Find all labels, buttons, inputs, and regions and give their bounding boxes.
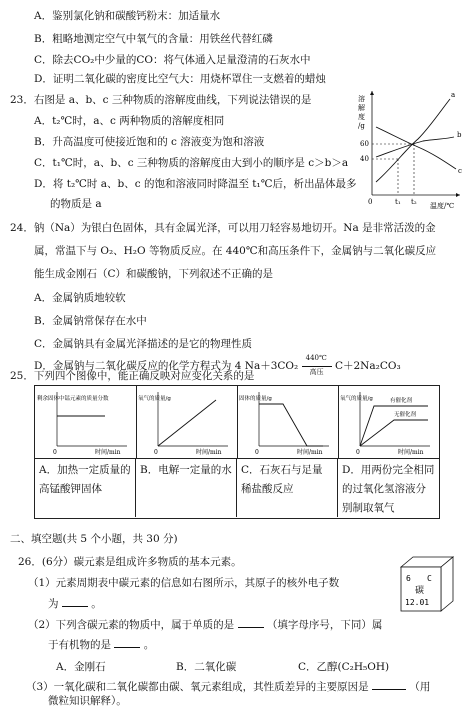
chart-label-b: b	[457, 131, 462, 139]
q26-option-c: C．乙醇(C₂H₅OH)	[298, 661, 390, 673]
chart-label-a: a	[451, 91, 456, 99]
curve-c	[376, 127, 456, 169]
graph-d-xlabel: 时间/min	[398, 449, 424, 456]
q26-part3-pre: （3）一氧化碳和二氧化碳都由碳、氧元素组成，其性质差异的主要原因是	[26, 681, 369, 693]
q25-graph-a-cell	[35, 386, 137, 458]
y-axis-arrow	[370, 91, 374, 95]
carbon-element-cell	[395, 555, 455, 613]
q25-graph-d-cell	[338, 386, 440, 458]
graph-d-ylabel: 氧气的质量/g	[340, 396, 373, 402]
q23-option-c: C．t₁℃时，a、b、c 三种物质的溶解度由大到小的顺序是 c＞b＞a	[34, 157, 349, 169]
chart-tick-t1: t₁	[395, 198, 401, 206]
graph-b-ylabel: 氧气的质量/g	[138, 396, 171, 402]
q25-table	[34, 385, 440, 519]
q26-part1-post: 。	[91, 598, 102, 610]
graph-d-curve1: 有催化剂	[390, 398, 413, 404]
q22-option-b: B．粗略地测定空气中氧气的含量：用铁丝代替红磷	[34, 33, 273, 45]
chart-ylabel-1: 溶	[358, 95, 365, 103]
q23-stem: 23．右图是 a、b、c 三种物质的溶解度曲线，下列说法错误的是	[10, 94, 312, 106]
reaction-condition	[302, 354, 332, 376]
chart-origin: 0	[368, 198, 373, 206]
element-number: 6	[406, 574, 411, 583]
q25-graph-c	[237, 386, 338, 458]
q26-blank-4[interactable]	[372, 679, 406, 690]
q25-option-a: A．加热一定质量的高锰酸钾固体	[35, 459, 136, 517]
chart-tick-t2: t₂	[411, 198, 417, 206]
chart-label-c: c	[458, 167, 462, 175]
chart-ylabel-3: 度	[358, 113, 365, 121]
graph-a-ylabel: 剩余固体中锰元素的质量分数	[37, 396, 109, 402]
q25-stem: 25．下列四个图像中，能正确反映对应变化关系的是	[10, 370, 255, 382]
chart-xlabel: 温度/℃	[430, 202, 455, 209]
q25-option-c: C．石灰石与足量稀盐酸反应	[237, 459, 338, 517]
q22-option-c: C．除去CO₂中少量的CO：将气体通入足量澄清的石灰水中	[34, 54, 311, 66]
q25-option-d: D．用两份完全相同的过氧化氢溶液分别制取氧气	[342, 464, 435, 514]
element-symbol: C	[427, 574, 432, 583]
chart-ylabel-4: /g	[358, 122, 365, 130]
graph-c-origin: 0	[255, 449, 259, 456]
q26-stem: 26．(6分）碳元素是组成许多物质的基本元素。	[18, 556, 242, 568]
q26-part3-line1	[26, 679, 430, 694]
solubility-chart	[358, 87, 466, 209]
graph-d-origin: 0	[356, 449, 360, 456]
q26-part2b-post: 。	[143, 639, 155, 651]
graph-d-curve2: 无催化剂	[394, 412, 417, 418]
curve-b	[376, 137, 454, 157]
reaction-condition-bottom: 高压	[309, 368, 324, 376]
q25-option-b: B．电解一定量的水	[136, 459, 237, 517]
q23-option-d-line1: D．将 t₂℃时 a、b、c 的饱和溶液同时降温至 t₁℃后，析出晶体最多	[34, 178, 357, 190]
q23-option-b: B．升高温度可使接近饱和的 c 溶液变为饱和溶液	[34, 136, 265, 148]
chart-tick-40: 40	[360, 155, 369, 163]
q26-blank-3[interactable]	[114, 637, 140, 648]
q25-graph-b	[136, 386, 237, 458]
q26-part1-pre: 为	[48, 598, 59, 610]
q26-part2-line1	[28, 617, 382, 632]
q26-option-a: A．金刚石	[56, 661, 106, 673]
element-mass: 12.01	[405, 598, 430, 607]
q26-part1-line1: （1）元素周期表中碳元素的信息如右图所示，其原子的核外电子数	[28, 577, 340, 589]
chart-tick-60: 60	[360, 140, 369, 148]
q25-graph-a	[35, 386, 136, 458]
curve-a	[376, 99, 450, 182]
section-2-title: 二、填空题(共 5 个小题，共 30 分)	[10, 533, 178, 545]
q26-part3-line2: 微粒知识解释）。	[48, 695, 127, 707]
q24-option-c: C．金属钠具有金属光泽描述的是它的物理性质	[34, 338, 253, 350]
q22-option-a: A．鉴别氯化钠和碳酸钙粉末：加适量水	[34, 10, 221, 22]
q24-option-a: A．金属钠质地较软	[34, 292, 126, 304]
q25-graph-b-cell	[136, 386, 238, 458]
q26-blank-1[interactable]	[62, 596, 88, 607]
graph-b-xlabel: 时间/min	[196, 449, 222, 456]
q24-option-d-post: C＋2Na₂CO₃	[334, 360, 401, 372]
x-axis-arrow	[456, 193, 460, 197]
element-name: 碳	[415, 586, 425, 596]
q26-blank-2[interactable]	[238, 617, 264, 628]
q26-part2-post: （填字母序号，下同）属	[266, 619, 383, 631]
graph-c-xlabel: 时间/min	[297, 449, 323, 456]
graph-c-ylabel: 固体的质量/g	[239, 396, 272, 402]
q24-line1: 24．钠（Na）为银白色固体，具有金属光泽，可以用刀轻容易地切开。Na 是非常活泼的金	[10, 222, 436, 234]
q26-part1-line2	[48, 596, 102, 611]
reaction-condition-top: 440℃	[305, 354, 327, 362]
q26-part3-post: （用	[409, 681, 431, 693]
q25-graph-c-cell	[237, 386, 339, 458]
q26-part2-pre: （2）下列含碳元素的物质中，属于单质的是	[28, 619, 235, 631]
q26-part2-line2	[48, 637, 154, 652]
chart-ylabel-2: 解	[358, 104, 365, 112]
graph-b-origin: 0	[154, 449, 158, 456]
graph-a-origin: 0	[53, 449, 57, 456]
q24-line2: 属，常温下与 O₂、H₂O 等物质反应。在 440℃和高压条件下，金属钠与二氧化碳反应	[34, 245, 437, 257]
q26-option-b: B．二氧化碳	[176, 661, 237, 673]
q23-option-a: A．t₂℃时，a、c 两种物质的溶解度相同	[34, 115, 225, 127]
q24-option-b: B．金属钠常保存在水中	[34, 315, 147, 327]
q23-option-d-line2: 的物质是 a	[50, 198, 102, 210]
q25-graph-d	[338, 386, 439, 458]
graph-a-xlabel: 时间/min	[95, 449, 121, 456]
q22-option-d: D．证明二氧化碳的密度比空气大：用烧杯罩住一支燃着的蜡烛	[34, 73, 326, 85]
q24-line3: 能生成金刚石（C）和碳酸钠，下列叙述不正确的是	[34, 268, 274, 280]
q26-part2b-pre: 于有机物的是	[48, 639, 111, 651]
q24-option-d-pre: D．金属钠与二氧化碳反应的化学方程式为 4 Na＋3CO₂	[34, 360, 299, 372]
